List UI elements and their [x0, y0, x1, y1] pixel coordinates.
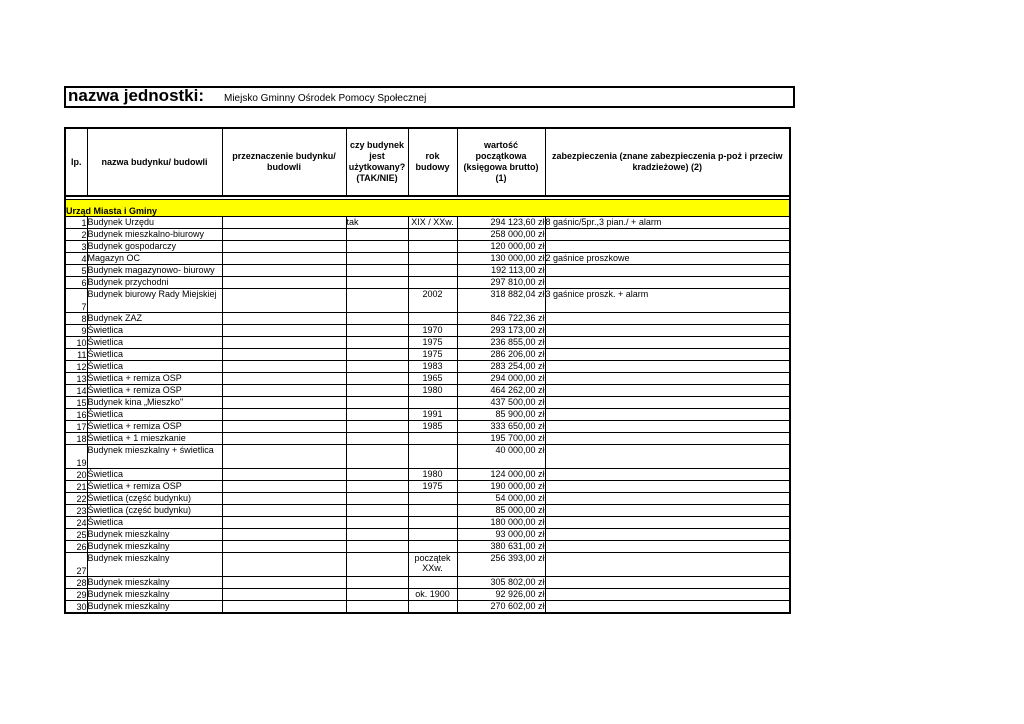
cell-value[interactable]: 294 123,60 zł — [457, 217, 545, 229]
cell-lp[interactable]: 10 — [65, 337, 87, 349]
table-row — [65, 265, 790, 277]
cell-year[interactable] — [408, 265, 457, 277]
cell-security[interactable] — [545, 433, 790, 445]
cell-used[interactable] — [346, 253, 408, 265]
header-name: nazwa budynku/ budowli — [87, 128, 222, 196]
table-row — [65, 361, 790, 373]
cell-year[interactable] — [408, 601, 457, 614]
cell-security[interactable] — [545, 553, 790, 577]
cell-used[interactable] — [346, 373, 408, 385]
cell-year[interactable] — [408, 433, 457, 445]
cell-purpose[interactable] — [222, 241, 346, 253]
cell-used[interactable] — [346, 397, 408, 409]
cell-name[interactable]: Budynek magazynowo- biurowy — [87, 265, 222, 277]
cell-used[interactable] — [346, 517, 408, 529]
cell-year[interactable] — [408, 253, 457, 265]
cell-value[interactable]: 286 206,00 zł — [457, 349, 545, 361]
cell-name[interactable]: Świetlica (część budynku) — [87, 505, 222, 517]
cell-security[interactable] — [545, 277, 790, 289]
cell-used[interactable] — [346, 313, 408, 325]
cell-name[interactable]: Świetlica — [87, 349, 222, 361]
cell-year[interactable] — [408, 517, 457, 529]
cell-security[interactable] — [545, 409, 790, 421]
cell-used[interactable] — [346, 589, 408, 601]
cell-purpose[interactable] — [222, 289, 346, 313]
cell-year[interactable]: 1985 — [408, 421, 457, 433]
unit-name-box — [64, 86, 795, 108]
cell-lp[interactable]: 2 — [65, 229, 87, 241]
cell-lp[interactable]: 16 — [65, 409, 87, 421]
table-row — [65, 217, 790, 229]
cell-lp[interactable]: 23 — [65, 505, 87, 517]
cell-year[interactable]: 1980 — [408, 385, 457, 397]
cell-used[interactable] — [346, 337, 408, 349]
cell-used[interactable] — [346, 493, 408, 505]
cell-value[interactable]: 297 810,00 zł — [457, 277, 545, 289]
cell-name[interactable]: Budynek przychodni — [87, 277, 222, 289]
cell-year[interactable]: 1983 — [408, 361, 457, 373]
cell-year[interactable] — [408, 445, 457, 469]
cell-used[interactable] — [346, 265, 408, 277]
table-row — [65, 493, 790, 505]
cell-purpose[interactable] — [222, 385, 346, 397]
cell-value[interactable]: 120 000,00 zł — [457, 241, 545, 253]
cell-security[interactable] — [545, 577, 790, 589]
table-row — [65, 349, 790, 361]
cell-security[interactable] — [545, 493, 790, 505]
cell-value[interactable]: 192 113,00 zł — [457, 265, 545, 277]
cell-year[interactable] — [408, 529, 457, 541]
cell-used[interactable] — [346, 481, 408, 493]
table-row — [65, 313, 790, 325]
cell-year[interactable] — [408, 229, 457, 241]
cell-lp[interactable]: 1 — [65, 217, 87, 229]
header-security: zabezpieczenia (znane zabezpieczenia p-poż i przeciw kradzieżowe) (2) — [545, 128, 790, 196]
cell-value[interactable]: 318 882,04 zł — [457, 289, 545, 313]
cell-value[interactable]: 40 000,00 zł — [457, 445, 545, 469]
cell-lp[interactable]: 3 — [65, 241, 87, 253]
cell-year[interactable]: 1975 — [408, 349, 457, 361]
cell-security[interactable] — [545, 601, 790, 614]
cell-security[interactable] — [545, 337, 790, 349]
cell-security[interactable] — [545, 481, 790, 493]
cell-year[interactable] — [408, 577, 457, 589]
cell-purpose[interactable] — [222, 601, 346, 614]
cell-year[interactable]: 2002 — [408, 289, 457, 313]
unit-label: nazwa jednostki: — [68, 86, 205, 105]
cell-purpose[interactable] — [222, 253, 346, 265]
cell-value[interactable]: 437 500,00 zł — [457, 397, 545, 409]
cell-security[interactable] — [545, 313, 790, 325]
cell-security[interactable] — [545, 421, 790, 433]
table-row — [65, 517, 790, 529]
cell-security[interactable] — [545, 265, 790, 277]
cell-used[interactable] — [346, 241, 408, 253]
table-row — [65, 337, 790, 349]
cell-value[interactable]: 293 173,00 zł — [457, 325, 545, 337]
cell-year[interactable]: 1980 — [408, 469, 457, 481]
table-row — [65, 433, 790, 445]
cell-year[interactable]: 1975 — [408, 337, 457, 349]
cell-lp[interactable]: 14 — [65, 385, 87, 397]
cell-year[interactable] — [408, 505, 457, 517]
cell-year[interactable] — [408, 541, 457, 553]
cell-used[interactable] — [346, 277, 408, 289]
cell-security[interactable] — [545, 349, 790, 361]
table-row — [65, 229, 790, 241]
cell-purpose[interactable] — [222, 445, 346, 469]
cell-used[interactable] — [346, 505, 408, 517]
cell-lp[interactable]: 8 — [65, 313, 87, 325]
cell-purpose[interactable] — [222, 589, 346, 601]
cell-purpose[interactable] — [222, 529, 346, 541]
cell-lp[interactable]: 5 — [65, 265, 87, 277]
cell-value[interactable]: 124 000,00 zł — [457, 469, 545, 481]
cell-name[interactable]: Świetlica + remiza OSP — [87, 373, 222, 385]
table-row — [65, 589, 790, 601]
cell-lp[interactable]: 28 — [65, 577, 87, 589]
cell-year[interactable]: początek XXw. — [408, 553, 457, 577]
cell-purpose[interactable] — [222, 229, 346, 241]
section-row — [65, 200, 790, 217]
cell-value[interactable]: 54 000,00 zł — [457, 493, 545, 505]
cell-security[interactable] — [545, 241, 790, 253]
cell-name[interactable]: Świetlica — [87, 517, 222, 529]
cell-used[interactable] — [346, 529, 408, 541]
cell-purpose[interactable] — [222, 217, 346, 229]
cell-lp[interactable]: 21 — [65, 481, 87, 493]
cell-lp[interactable]: 18 — [65, 433, 87, 445]
cell-value[interactable]: 283 254,00 zł — [457, 361, 545, 373]
cell-value[interactable]: 190 000,00 zł — [457, 481, 545, 493]
cell-name[interactable]: Budynek mieszkalno-biurowy — [87, 229, 222, 241]
cell-year[interactable]: 1991 — [408, 409, 457, 421]
cell-lp[interactable]: 20 — [65, 469, 87, 481]
cell-lp[interactable]: 26 — [65, 541, 87, 553]
buildings-table — [64, 127, 791, 614]
cell-year[interactable]: 1970 — [408, 325, 457, 337]
table-row — [65, 481, 790, 493]
table-row — [65, 253, 790, 265]
cell-name[interactable]: Świetlica — [87, 337, 222, 349]
cell-purpose[interactable] — [222, 361, 346, 373]
cell-purpose[interactable] — [222, 481, 346, 493]
cell-year[interactable] — [408, 493, 457, 505]
cell-used[interactable] — [346, 325, 408, 337]
cell-name[interactable]: Budynek kina „Mieszko" — [87, 397, 222, 409]
cell-name[interactable]: Budynek biurowy Rady Miejskiej — [87, 289, 222, 313]
cell-name[interactable]: Świetlica + remiza OSP — [87, 481, 222, 493]
cell-value[interactable]: 195 700,00 zł — [457, 433, 545, 445]
cell-purpose[interactable] — [222, 265, 346, 277]
cell-name[interactable]: Świetlica — [87, 325, 222, 337]
cell-name[interactable]: Budynek mieszkalny — [87, 529, 222, 541]
cell-used[interactable]: tak — [346, 217, 408, 229]
cell-lp[interactable]: 7 — [65, 289, 87, 313]
cell-lp[interactable]: 12 — [65, 361, 87, 373]
cell-purpose[interactable] — [222, 313, 346, 325]
table-row — [65, 577, 790, 589]
table-row — [65, 505, 790, 517]
cell-lp[interactable]: 27 — [65, 553, 87, 577]
cell-name[interactable]: Budynek gospodarczy — [87, 241, 222, 253]
header-year: rok budowy — [408, 128, 457, 196]
cell-used[interactable] — [346, 361, 408, 373]
cell-security[interactable]: 2 gaśnice proszkowe — [545, 253, 790, 265]
cell-purpose[interactable] — [222, 577, 346, 589]
cell-purpose[interactable] — [222, 517, 346, 529]
table-row — [65, 373, 790, 385]
cell-name[interactable]: Świetlica + remiza OSP — [87, 421, 222, 433]
cell-year[interactable] — [408, 277, 457, 289]
table-row — [65, 541, 790, 553]
cell-lp[interactable]: 19 — [65, 445, 87, 469]
cell-value[interactable]: 92 926,00 zł — [457, 589, 545, 601]
cell-used[interactable] — [346, 541, 408, 553]
cell-lp[interactable]: 22 — [65, 493, 87, 505]
cell-value[interactable]: 130 000,00 zł — [457, 253, 545, 265]
cell-purpose[interactable] — [222, 277, 346, 289]
table-row — [65, 529, 790, 541]
cell-purpose[interactable] — [222, 553, 346, 577]
cell-purpose[interactable] — [222, 505, 346, 517]
table-row — [65, 325, 790, 337]
cell-name[interactable]: Świetlica + remiza OSP — [87, 385, 222, 397]
cell-value[interactable]: 464 262,00 zł — [457, 385, 545, 397]
table-body — [65, 196, 790, 613]
cell-name[interactable]: Budynek ZAZ — [87, 313, 222, 325]
cell-name[interactable]: Świetlica + 1 mieszkanie — [87, 433, 222, 445]
cell-security[interactable] — [545, 325, 790, 337]
cell-security[interactable] — [545, 469, 790, 481]
header-used: czy budynek jest użytkowany? (TAK/NIE) — [346, 128, 408, 196]
cell-name[interactable]: Świetlica — [87, 361, 222, 373]
table-row — [65, 277, 790, 289]
table-row — [65, 469, 790, 481]
cell-security[interactable] — [545, 397, 790, 409]
section-title: Urząd Miasta i Gminy — [65, 200, 790, 217]
cell-value[interactable]: 380 631,00 zł — [457, 541, 545, 553]
cell-year[interactable]: XIX / XXw. — [408, 217, 457, 229]
cell-value[interactable]: 85 000,00 zł — [457, 505, 545, 517]
cell-purpose[interactable] — [222, 373, 346, 385]
table-row — [65, 241, 790, 253]
cell-used[interactable] — [346, 409, 408, 421]
cell-used[interactable] — [346, 469, 408, 481]
cell-used[interactable] — [346, 445, 408, 469]
cell-lp[interactable]: 25 — [65, 529, 87, 541]
table-header-row — [65, 128, 790, 196]
cell-purpose[interactable] — [222, 337, 346, 349]
cell-lp[interactable]: 17 — [65, 421, 87, 433]
cell-name[interactable]: Świetlica — [87, 469, 222, 481]
cell-purpose[interactable] — [222, 421, 346, 433]
cell-used[interactable] — [346, 289, 408, 313]
cell-used[interactable] — [346, 601, 408, 614]
cell-year[interactable] — [408, 241, 457, 253]
cell-security[interactable] — [545, 505, 790, 517]
cell-lp[interactable]: 6 — [65, 277, 87, 289]
cell-security[interactable] — [545, 445, 790, 469]
cell-purpose[interactable] — [222, 409, 346, 421]
cell-value[interactable]: 256 393,00 zł — [457, 553, 545, 577]
cell-used[interactable] — [346, 349, 408, 361]
cell-value[interactable]: 180 000,00 zł — [457, 517, 545, 529]
cell-purpose[interactable] — [222, 541, 346, 553]
cell-value[interactable]: 294 000,00 zł — [457, 373, 545, 385]
cell-year[interactable] — [408, 313, 457, 325]
cell-lp[interactable]: 15 — [65, 397, 87, 409]
cell-used[interactable] — [346, 229, 408, 241]
cell-security[interactable] — [545, 361, 790, 373]
table-row — [65, 445, 790, 469]
cell-value[interactable]: 846 722,36 zł — [457, 313, 545, 325]
cell-security[interactable] — [545, 541, 790, 553]
table-row — [65, 409, 790, 421]
table-row — [65, 289, 790, 313]
cell-used[interactable] — [346, 433, 408, 445]
cell-security[interactable] — [545, 589, 790, 601]
cell-name[interactable]: Budynek mieszkalny — [87, 589, 222, 601]
cell-lp[interactable]: 9 — [65, 325, 87, 337]
cell-security[interactable] — [545, 517, 790, 529]
cell-lp[interactable]: 24 — [65, 517, 87, 529]
cell-purpose[interactable] — [222, 349, 346, 361]
cell-used[interactable] — [346, 385, 408, 397]
cell-purpose[interactable] — [222, 493, 346, 505]
cell-name[interactable]: Świetlica — [87, 409, 222, 421]
cell-year[interactable] — [408, 397, 457, 409]
cell-value[interactable]: 85 900,00 zł — [457, 409, 545, 421]
cell-value[interactable]: 270 602,00 zł — [457, 601, 545, 614]
cell-year[interactable]: ok. 1900 — [408, 589, 457, 601]
cell-purpose[interactable] — [222, 397, 346, 409]
header-value: wartość początkowa (księgowa brutto) (1) — [457, 128, 545, 196]
cell-lp[interactable]: 29 — [65, 589, 87, 601]
table-row — [65, 397, 790, 409]
table-row — [65, 553, 790, 577]
cell-name[interactable]: Świetlica (część budynku) — [87, 493, 222, 505]
table-row — [65, 601, 790, 614]
cell-value[interactable]: 333 650,00 zł — [457, 421, 545, 433]
cell-year[interactable]: 1965 — [408, 373, 457, 385]
header-lp: lp. — [65, 128, 87, 196]
cell-security[interactable] — [545, 373, 790, 385]
cell-security[interactable]: 8 gaśnic/5pr.,3 pian./ + alarm — [545, 217, 790, 229]
cell-used[interactable] — [346, 553, 408, 577]
cell-value[interactable]: 93 000,00 zł — [457, 529, 545, 541]
cell-purpose[interactable] — [222, 433, 346, 445]
cell-lp[interactable]: 13 — [65, 373, 87, 385]
table-row — [65, 421, 790, 433]
header-purpose: przeznaczenie budynku/ budowli — [222, 128, 346, 196]
cell-security[interactable] — [545, 229, 790, 241]
cell-lp[interactable]: 11 — [65, 349, 87, 361]
cell-lp[interactable]: 30 — [65, 601, 87, 614]
cell-name[interactable]: Budynek mieszkalny — [87, 577, 222, 589]
cell-security[interactable] — [545, 529, 790, 541]
cell-value[interactable]: 258 000,00 zł — [457, 229, 545, 241]
cell-value[interactable]: 236 855,00 zł — [457, 337, 545, 349]
cell-name[interactable]: Budynek mieszkalny — [87, 553, 222, 577]
cell-security[interactable] — [545, 385, 790, 397]
cell-lp[interactable]: 4 — [65, 253, 87, 265]
cell-used[interactable] — [346, 577, 408, 589]
cell-name[interactable]: Budynek mieszkalny — [87, 541, 222, 553]
cell-name[interactable]: Budynek mieszkalny + świetlica — [87, 445, 222, 469]
cell-year[interactable]: 1975 — [408, 481, 457, 493]
cell-value[interactable]: 305 802,00 zł — [457, 577, 545, 589]
cell-name[interactable]: Budynek Urzędu — [87, 217, 222, 229]
table-row — [65, 385, 790, 397]
cell-used[interactable] — [346, 421, 408, 433]
cell-name[interactable]: Budynek mieszkalny — [87, 601, 222, 614]
cell-name[interactable]: Magazyn OC — [87, 253, 222, 265]
cell-purpose[interactable] — [222, 469, 346, 481]
unit-value[interactable]: Miejsko Gminny Ośrodek Pomocy Społecznej — [224, 93, 427, 104]
cell-purpose[interactable] — [222, 325, 346, 337]
cell-security[interactable]: 3 gaśnice proszk. + alarm — [545, 289, 790, 313]
